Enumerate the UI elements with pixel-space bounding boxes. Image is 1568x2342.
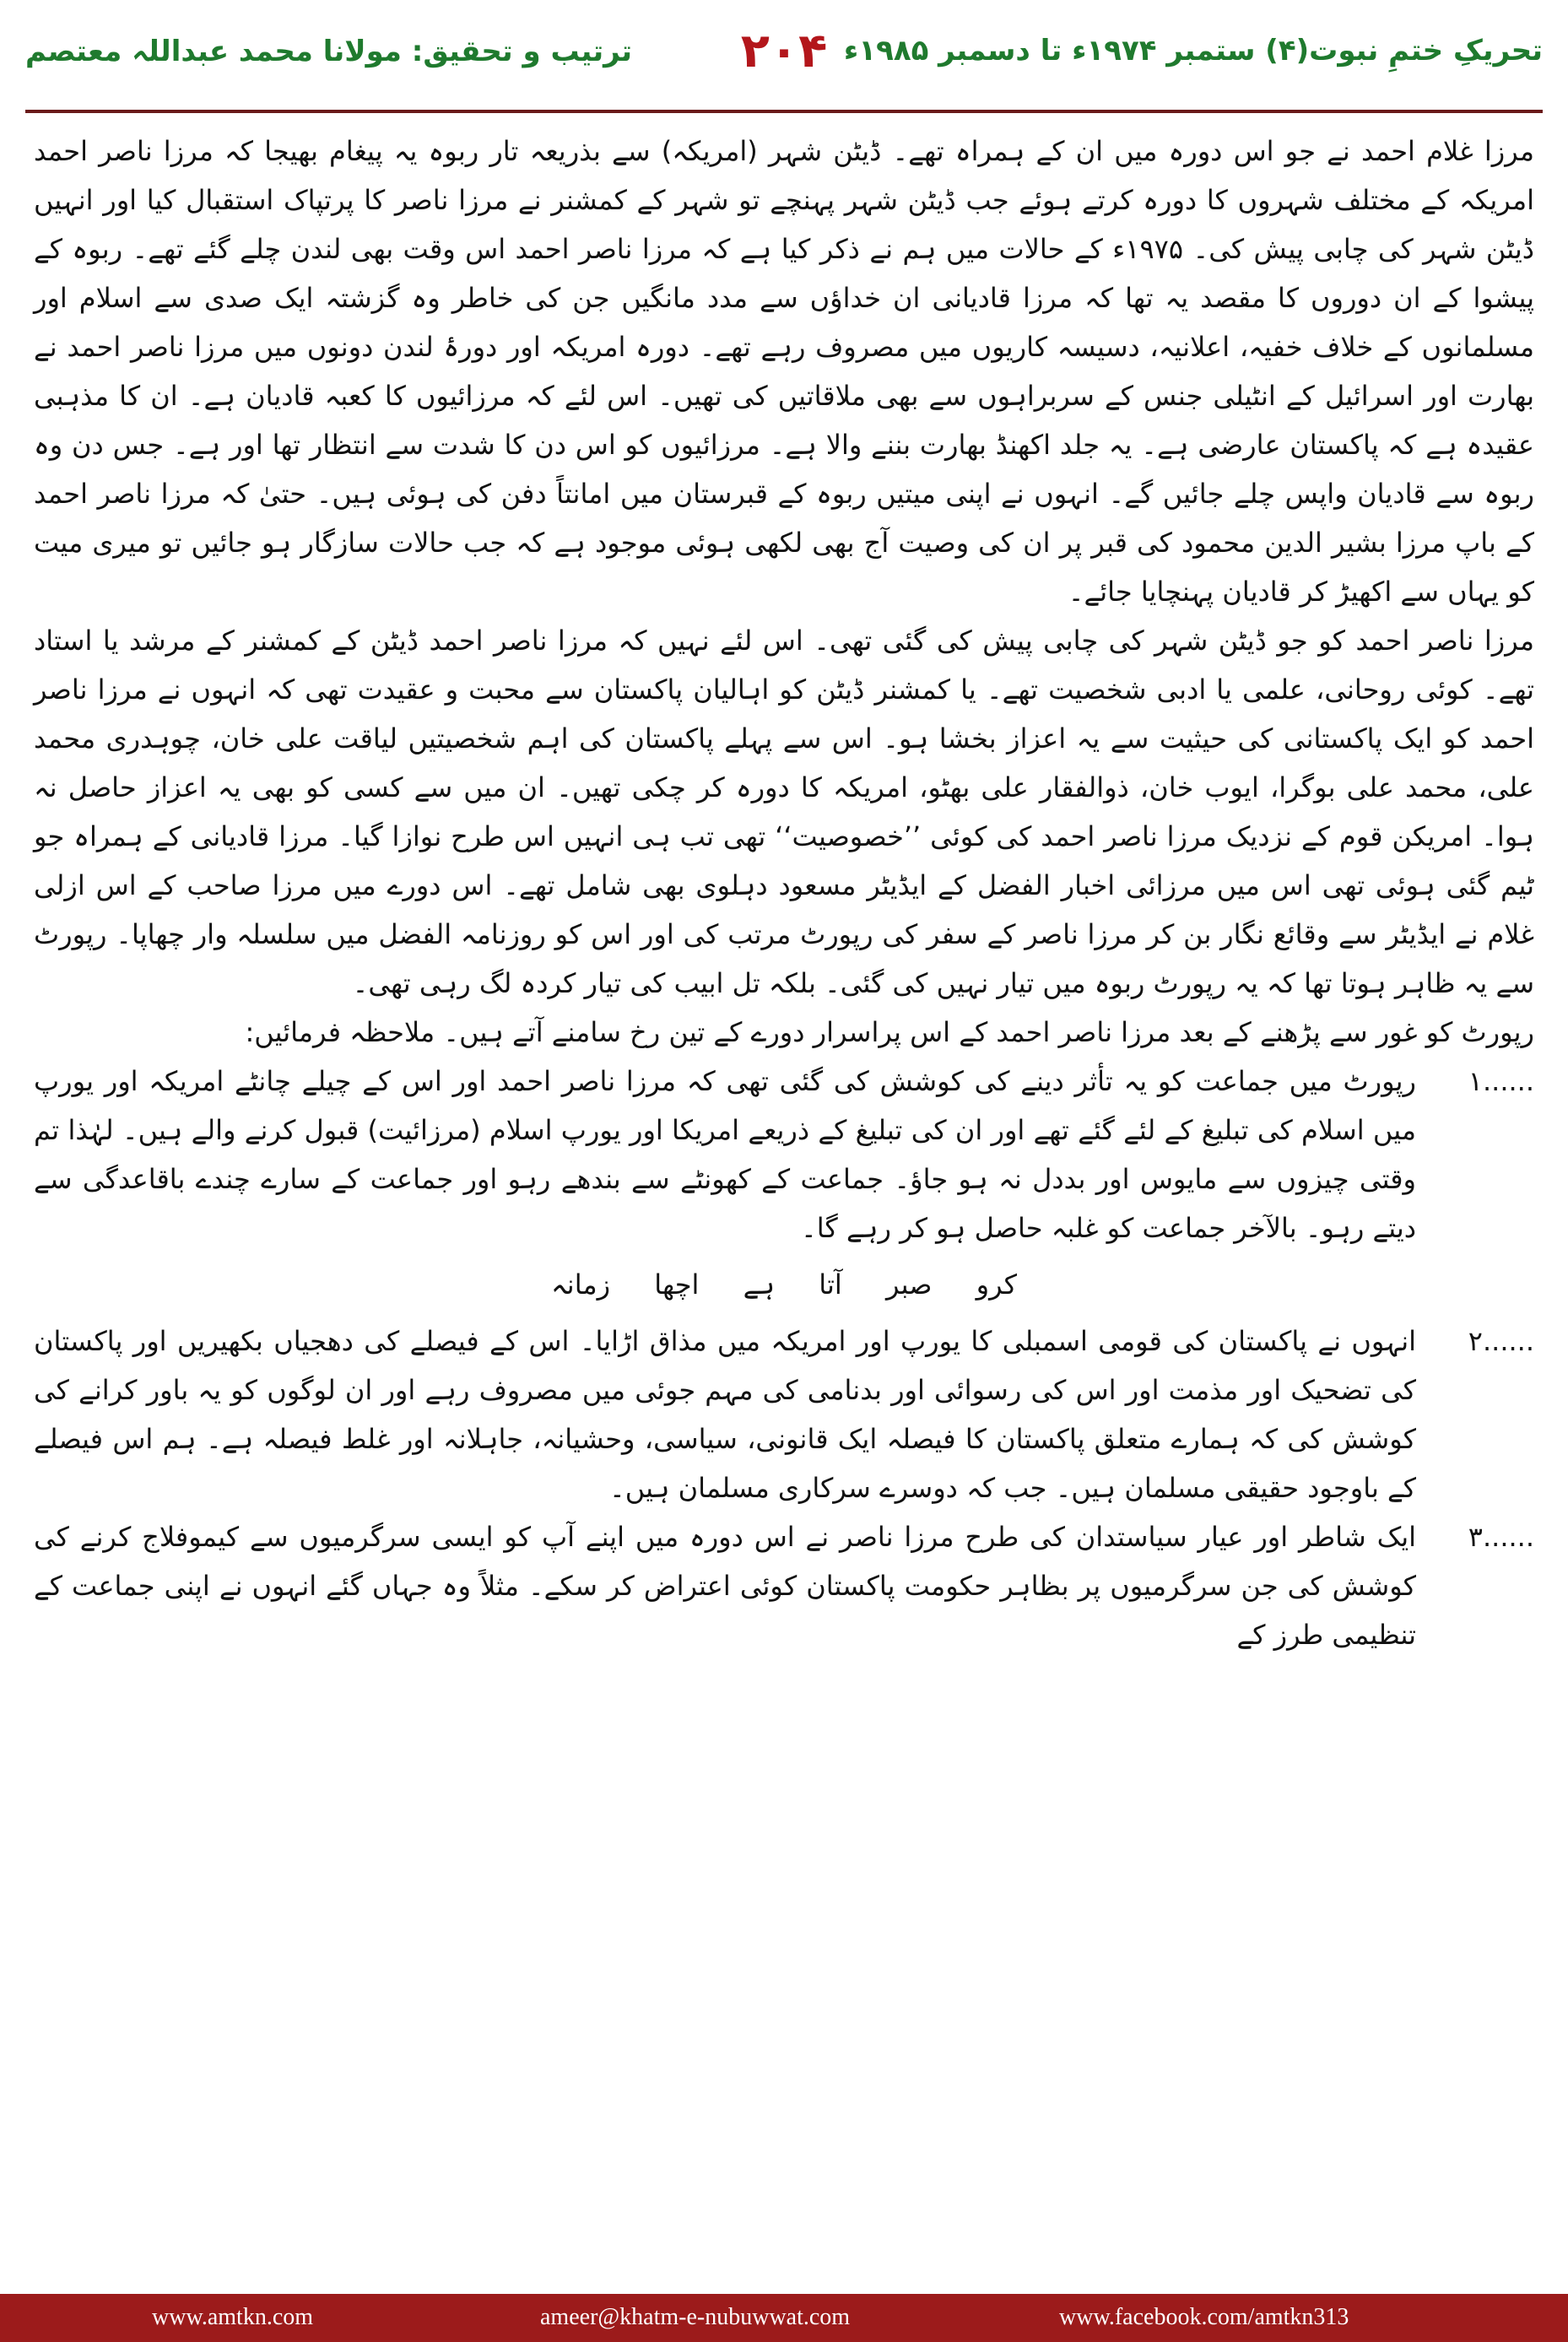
list-text: ایک شاطر اور عیار سیاستدان کی طرح مرزا ناصر نے اس دورہ میں اپنے آپ کو ایسی سرگرمیوں سے کیموفلاج کرنے کی کوشش کی جن سرگرمیوں پر بظاہر حکومت پاکستان کوئی اعتراض کر سکے۔ مثلاً وہ جہاں گئے انہوں نے اپنی جماعت کے تنظیمی طرز کے xyxy=(34,1521,1417,1651)
paragraph-1: مرزا غلام احمد نے جو اس دورہ میں ان کے ہمراہ تھے۔ ڈیٹن شہر (امریکہ) سے بذریعہ تار ربوہ یہ پیغام بھیجا کہ مرزا ناصر احمد امریکہ کے مختلف شہروں کا دورہ کرتے ہوئے جب ڈیٹن شہر پہنچے تو شہر کے کمشنر نے مرزا ناصر کا پرتپاک استقبال کیا اور انہیں ڈیٹن شہر کی چابی پیش کی۔ ۱۹۷۵ء کے حالات میں ہم نے ذکر کیا ہے کہ مرزا ناصر احمد اس وقت بھی لندن چلے گئے تھے۔ ربوہ کے پیشوا کے ان دوروں کا مقصد یہ تھا کہ مرزا قادیانی ان خداؤں سے مدد مانگیں جن کی خاطر وہ گزشتہ ایک صدی سے اسلام اور مسلمانوں کے خلاف خفیہ، اعلانیہ، دسیسہ کاریوں میں مصروف رہے تھے۔ دورہ امریکہ اور دورۂ لندن دونوں میں مرزا ناصر احمد نے بھارت اور اسرائیل کے انٹیلی جنس کے سربراہوں سے بھی ملاقاتیں کی تھیں۔ اس لئے کہ مرزائیوں کا کعبہ قادیان ہے۔ ان کا مذہبی عقیدہ ہے کہ پاکستان عارضی ہے۔ یہ جلد اکھنڈ بھارت بننے والا ہے۔ مرزائیوں کو اس دن کا شدت سے انتظار تھا اور ہے۔ جس دن وہ ربوہ سے قادیان واپس چلے جائیں گے۔ انہوں نے اپنی میتیں ربوہ کے قبرستان میں امانتاً دفن کی ہوئی ہیں۔ حتیٰ کہ مرزا ناصر احمد کے باپ مرزا بشیر الدین محمود کی قبر پر ان کی وصیت آج بھی لکھی ہوئی موجود ہے کہ جب حالات سازگار ہو جائیں تو میری میت کو یہاں سے اکھیڑ کر قادیان پہنچایا جائے۔ xyxy=(34,135,1535,608)
page-number: ۲۰۴ xyxy=(740,24,828,78)
page-footer xyxy=(0,2294,1568,2342)
author-credit: ترتیب و تحقیق: مولانا محمد عبداللہ معتصم xyxy=(25,35,633,68)
list-item-3 xyxy=(34,1512,1534,1659)
list-text: رپورٹ میں جماعت کو یہ تأثر دینے کی کوشش کی گئی تھی کہ مرزا ناصر احمد اور اس کے چیلے چانٹے امریکہ اور یورپ میں اسلام کی تبلیغ کے لئے گئے تھے اور ان کی تبلیغ کے ذریعے امریکا اور یورپ اسلام (مرزائیت) قبول کرنے والے ہیں۔ لہٰذا تم وقتی چیزوں سے مایوس اور بددل نہ ہو جاؤ۔ جماعت کے کھونٹے سے بندھے رہو اور جماعت کے سارے چندے باقاعدگی سے دیتے رہو۔ بالآخر جماعت کو غلبہ حاصل ہو کر رہے گا۔ xyxy=(34,1065,1417,1244)
poem-line: کرو صبر آتا ہے اچھا زمانہ xyxy=(551,1268,1017,1301)
website-link[interactable]: www.amtkn.com xyxy=(152,2304,314,2330)
email-link[interactable]: ameer@khatm-e-nubuwwat.com xyxy=(540,2304,851,2330)
list-item-1 xyxy=(34,1057,1534,1252)
list-number: ۱...... xyxy=(1468,1065,1534,1097)
list-number: ۲...... xyxy=(1468,1325,1534,1357)
paragraph-3: رپورٹ کو غور سے پڑھنے کے بعد مرزا ناصر احمد کے اس پراسرار دورے کے تین رخ سامنے آتے ہیں۔ ملاحظہ فرمائیں: xyxy=(245,1016,1534,1048)
page-body xyxy=(34,127,1534,2287)
page-header xyxy=(0,0,1568,127)
list-number: ۳...... xyxy=(1468,1521,1534,1553)
list-text: انہوں نے پاکستان کی قومی اسمبلی کا یورپ اور امریکہ میں مذاق اڑایا۔ اس کے فیصلے کی دھجیاں بکھیریں اور پاکستان کی تضحیک اور مذمت اور اس کی رسوائی اور بدنامی کی مہم جوئی میں مصروف رہے اور ان لوگوں کو یہ باور کرانے کی کوشش کی کہ ہمارے متعلق پاکستان کا فیصلہ ایک قانونی، سیاسی، وحشیانہ، جاہلانہ اور غلط فیصلہ ہے۔ ہم اس فیصلے کے باوجود حقیقی مسلمان ہیں۔ جب کہ دوسرے سرکاری مسلمان ہیں۔ xyxy=(34,1325,1417,1504)
book-title: تحریکِ ختمِ نبوت(۴) ستمبر ۱۹۷۴ء تا دسمبر ۱۹۸۵ء xyxy=(843,34,1543,68)
paragraph-2: مرزا ناصر احمد کو جو ڈیٹن شہر کی چابی پیش کی گئی تھی۔ اس لئے نہیں کہ مرزا ناصر احمد ڈیٹن کے کمشنر کے مرشد یا استاد تھے۔ کوئی روحانی، علمی یا ادبی شخصیت تھے۔ یا کمشنر ڈیٹن کو اہالیان پاکستان سے محبت و عقیدت تھی کہ انہوں نے مرزا ناصر احمد کو ایک پاکستانی کی حیثیت سے یہ اعزاز بخشا ہو۔ اس سے پہلے پاکستان کی اہم شخصیتیں لیاقت علی خان، چوہدری محمد علی، محمد علی بوگرا، ایوب خان، ذوالفقار علی بھٹو، امریکہ کا دورہ کر چکی تھیں۔ ان میں سے کسی کو بھی یہ اعزاز حاصل نہ ہوا۔ امریکن قوم کے نزدیک مرزا ناصر احمد کی کوئی ’’خصوصیت‘‘ تھی تب ہی انہیں اس طرح نوازا گیا۔ مرزا قادیانی کے ہمراہ جو ٹیم گئی ہوئی تھی اس میں مرزائی اخبار الفضل کے ایڈیٹر مسعود دہلوی بھی شامل تھے۔ اس دورے میں مرزا صاحب کے اس ازلی غلام نے ایڈیٹر سے وقائع نگار بن کر مرزا ناصر کے سفر کی رپورٹ مرتب کی اور اس کو روزنامہ الفضل میں سلسلہ وار چھاپا۔ رپورٹ سے یہ ظاہر ہوتا تھا کہ یہ رپورٹ ربوہ میں تیار نہیں کی گئی۔ بلکہ تل ابیب کی تیار کردہ لگ رہی تھی۔ xyxy=(34,625,1534,999)
list-item-2 xyxy=(34,1317,1534,1512)
facebook-link[interactable]: www.facebook.com/amtkn313 xyxy=(1059,2304,1349,2330)
header-divider xyxy=(25,110,1543,113)
